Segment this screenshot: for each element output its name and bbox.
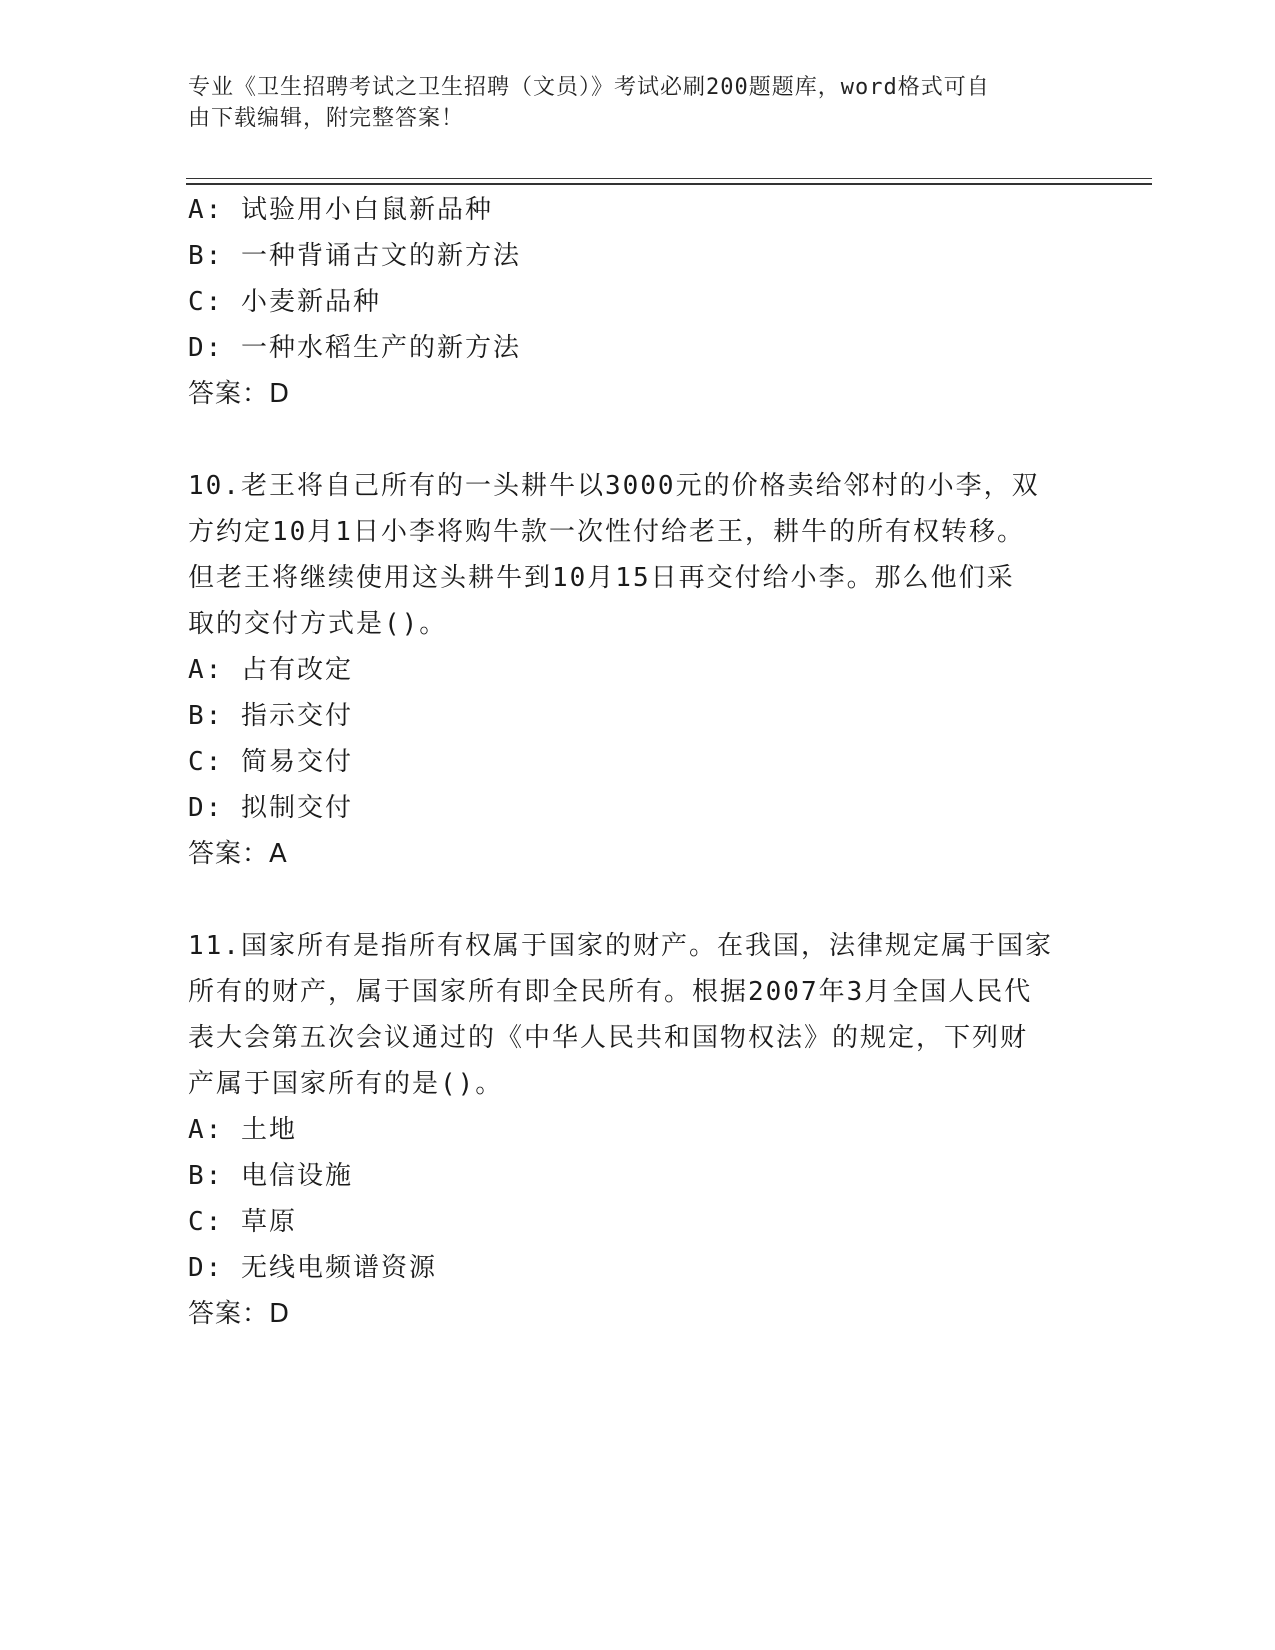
question-line: 10.老王将自己所有的一头耕牛以3000元的价格卖给邻村的小李，双 — [188, 471, 1040, 501]
question-text — [188, 463, 1078, 647]
question-content — [188, 187, 1088, 1337]
header-divider-thin — [186, 178, 1152, 179]
option-a: A: 试验用小白鼠新品种 — [188, 195, 493, 225]
header-line-2: 由下载编辑，附完整答案！ — [188, 106, 465, 131]
option-a: A: 土地 — [188, 1115, 297, 1145]
option-c: C: 小麦新品种 — [188, 287, 381, 317]
document-header — [188, 72, 1068, 134]
question-block-11 — [188, 923, 1088, 1337]
option-c: C: 草原 — [188, 1207, 297, 1237]
option-b: B: 一种背诵古文的新方法 — [188, 241, 521, 271]
question-text — [188, 923, 1078, 1107]
header-line-1: 专业《卫生招聘考试之卫生招聘（文员）》考试必刷200题题库，word格式可自 — [188, 75, 990, 100]
header-divider-thick — [186, 183, 1152, 185]
answer-line: 答案：D — [188, 379, 291, 409]
question-block-9 — [188, 187, 1088, 417]
question-line: 11.国家所有是指所有权属于国家的财产。在我国，法律规定属于国家 — [188, 931, 1053, 961]
spacer — [188, 417, 1088, 463]
option-d: D: 无线电频谱资源 — [188, 1253, 437, 1283]
option-d: D: 一种水稻生产的新方法 — [188, 333, 521, 363]
question-line: 所有的财产，属于国家所有即全民所有。根据2007年3月全国人民代 — [188, 977, 1033, 1007]
answer-line: 答案：D — [188, 1299, 291, 1329]
question-block-10 — [188, 463, 1088, 877]
option-a: A: 占有改定 — [188, 655, 353, 685]
option-b: B: 指示交付 — [188, 701, 353, 731]
question-line: 取的交付方式是()。 — [188, 609, 448, 639]
question-line: 表大会第五次会议通过的《中华人民共和国物权法》的规定，下列财 — [188, 1023, 1029, 1053]
option-d: D: 拟制交付 — [188, 793, 353, 823]
option-b: B: 电信设施 — [188, 1161, 353, 1191]
answer-line: 答案：A — [188, 839, 288, 869]
question-line: 但老王将继续使用这头耕牛到10月15日再交付给小李。那么他们采 — [188, 563, 1015, 593]
question-line: 产属于国家所有的是()。 — [188, 1069, 504, 1099]
question-line: 方约定10月1日小李将购牛款一次性付给老王，耕牛的所有权转移。 — [188, 517, 1025, 547]
spacer — [188, 877, 1088, 923]
option-c: C: 简易交付 — [188, 747, 353, 777]
